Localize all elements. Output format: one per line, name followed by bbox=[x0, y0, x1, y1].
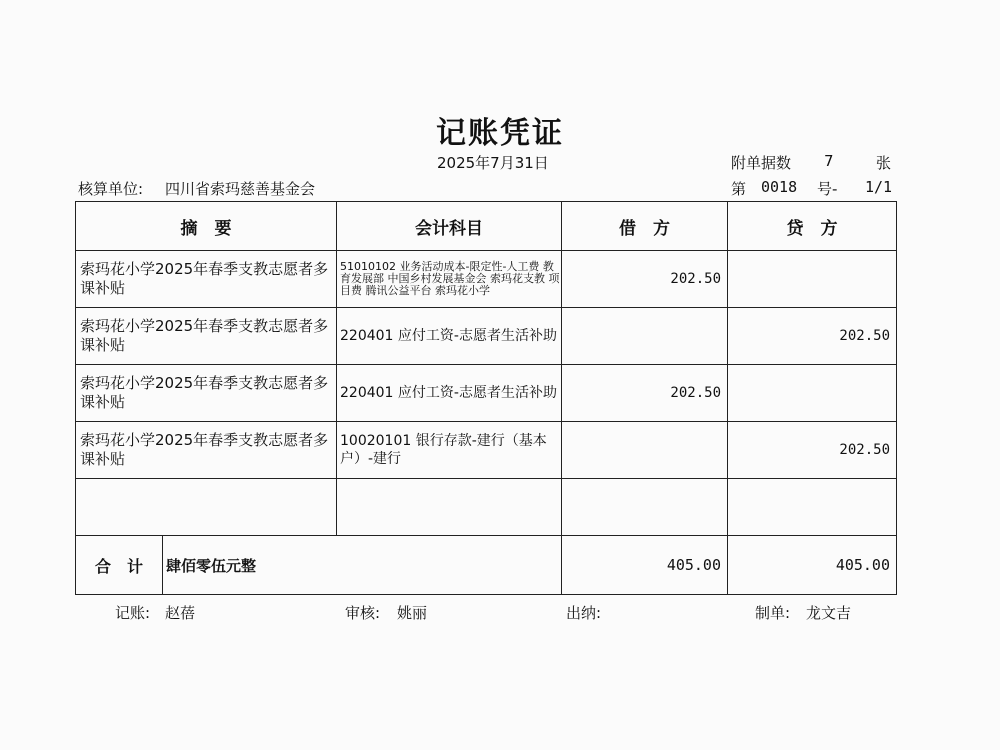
preparer-name: 龙文吉 bbox=[806, 604, 852, 622]
header-debit: 借 方 bbox=[562, 202, 728, 251]
header-account: 会计科目 bbox=[337, 202, 562, 251]
row-account: 220401 应付工资-志愿者生活补助 bbox=[337, 365, 562, 422]
table-header bbox=[76, 202, 897, 251]
preparer-label: 制单: bbox=[755, 604, 791, 622]
row-summary: 索玛花小学2025年春季支教志愿者多课补贴 bbox=[76, 308, 337, 365]
voucher-no-suffix: 号- bbox=[817, 180, 838, 198]
voucher-date: 2025年7月31日 bbox=[437, 154, 549, 172]
unit-name: 四川省索玛慈善基金会 bbox=[165, 180, 316, 198]
row-debit bbox=[562, 308, 728, 365]
table-row bbox=[76, 422, 897, 479]
voucher-table bbox=[75, 201, 897, 595]
unit-label: 核算单位: bbox=[78, 180, 144, 198]
cashier-label: 出纳: bbox=[566, 604, 602, 622]
total-cell bbox=[76, 536, 562, 595]
row-account: 10020101 银行存款-建行（基本户）-建行 bbox=[337, 422, 562, 479]
row-credit bbox=[728, 251, 897, 308]
row-credit bbox=[728, 479, 897, 536]
total-row bbox=[76, 536, 897, 595]
voucher-page: 1/1 bbox=[865, 178, 893, 196]
voucher-number: 0018 bbox=[761, 178, 798, 196]
row-summary: 索玛花小学2025年春季支教志愿者多课补贴 bbox=[76, 251, 337, 308]
reviewer-name: 姚丽 bbox=[397, 604, 428, 622]
table-row bbox=[76, 365, 897, 422]
row-account: 51010102 业务活动成本-限定性-人工费 教育发展部 中国乡村发展基金会 索玛花支教 项目费 腾讯公益平台 索玛花小学 bbox=[337, 251, 562, 308]
row-account: 220401 应付工资-志愿者生活补助 bbox=[337, 308, 562, 365]
row-credit: 202.50 bbox=[728, 422, 897, 479]
table-row-empty bbox=[76, 479, 897, 536]
header-summary: 摘 要 bbox=[76, 202, 337, 251]
table-row bbox=[76, 308, 897, 365]
attachments-count: 7 bbox=[824, 152, 834, 170]
page-title: 记账凭证 bbox=[436, 116, 564, 151]
header-credit: 贷 方 bbox=[728, 202, 897, 251]
total-amount-words: 肆佰零伍元整 bbox=[166, 556, 257, 575]
attachments-unit: 张 bbox=[876, 154, 892, 172]
row-debit: 202.50 bbox=[562, 365, 728, 422]
voucher-no-prefix: 第 bbox=[731, 180, 747, 198]
table-row bbox=[76, 251, 897, 308]
row-credit: 202.50 bbox=[728, 308, 897, 365]
total-label: 合 计 bbox=[94, 556, 143, 576]
bookkeeper-name: 赵蓓 bbox=[165, 604, 196, 622]
row-debit: 202.50 bbox=[562, 251, 728, 308]
row-debit bbox=[562, 422, 728, 479]
row-summary: 索玛花小学2025年春季支教志愿者多课补贴 bbox=[76, 365, 337, 422]
row-credit bbox=[728, 365, 897, 422]
row-debit bbox=[562, 479, 728, 536]
bookkeeper-label: 记账: bbox=[115, 604, 151, 622]
row-summary bbox=[76, 479, 337, 536]
total-debit: 405.00 bbox=[562, 536, 728, 595]
row-summary: 索玛花小学2025年春季支教志愿者多课补贴 bbox=[76, 422, 337, 479]
total-credit: 405.00 bbox=[728, 536, 897, 595]
reviewer-label: 审核: bbox=[345, 604, 381, 622]
attachments-label: 附单据数 bbox=[731, 154, 792, 172]
row-account bbox=[337, 479, 562, 536]
